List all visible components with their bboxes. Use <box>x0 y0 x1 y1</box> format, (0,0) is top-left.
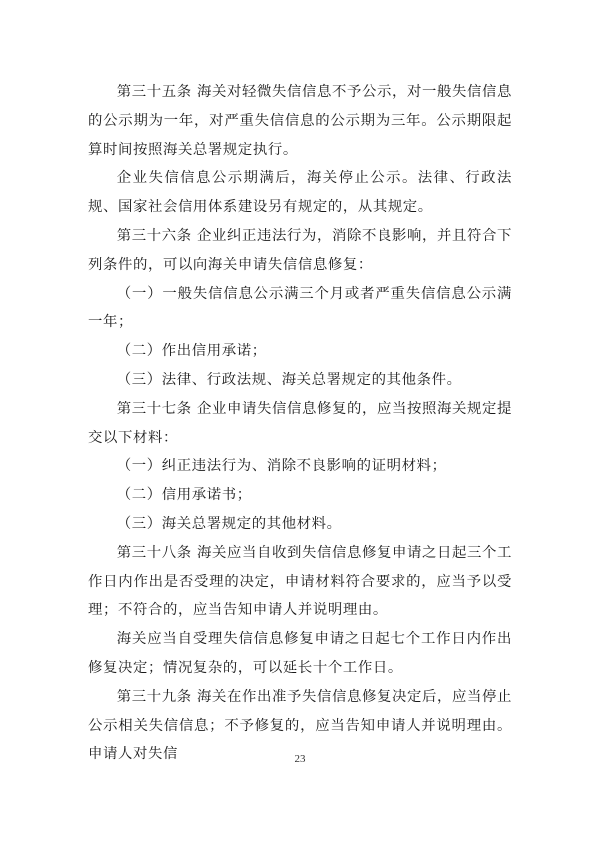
article-35-continuation-paragraph: 企业失信信息公示期满后，海关停止公示。法律、行政法规、国家社会信用体系建设另有规定的，从其规定。 <box>88 170 512 216</box>
article-39-paragraph: 第三十九条 海关在作出准予失信信息修复决定后，应当停止公示相关失信信息；不予修复的，应当告知申请人并说明理由。申请人对失信 <box>88 688 512 763</box>
page-number: 23 <box>294 753 306 765</box>
article-36-item-1: （一）一般失信信息公示满三个月或者严重失信信息公示满一年； <box>88 285 512 331</box>
article-37-item-1: （一）纠正违法行为、消除不良影响的证明材料； <box>116 458 447 475</box>
document-body <box>88 78 512 769</box>
article-36-item-3: （三）法律、行政法规、海关总署规定的其他条件。 <box>116 371 462 388</box>
article-37-paragraph: 第三十七条 企业申请失信信息修复的，应当按照海关规定提交以下材料： <box>88 400 512 446</box>
article-36-paragraph: 第三十六条 企业纠正违法行为，消除不良影响，并且符合下列条件的，可以向海关申请失信信息修复： <box>88 227 512 273</box>
article-36-item-2: （二）作出信用承诺； <box>116 343 267 360</box>
article-37-item-2: （二）信用承诺书； <box>116 487 252 504</box>
article-35-paragraph: 第三十五条 海关对轻微失信信息不予公示，对一般失信信息的公示期为一年，对严重失信信息的公示期为三年。公示期限起算时间按照海关总署规定执行。 <box>88 84 512 158</box>
article-38-paragraph: 第三十八条 海关应当自收到失信信息修复申请之日起三个工作日内作出是否受理的决定，申请材料符合要求的，应当予以受理；不符合的，应当告知申请人并说明理由。 <box>88 544 512 619</box>
article-37-item-3: （三）海关总署规定的其他材料。 <box>116 515 342 532</box>
article-38-continuation-paragraph: 海关应当自受理失信信息修复申请之日起七个工作日内作出修复决定；情况复杂的，可以延长十个工作日。 <box>88 631 512 676</box>
